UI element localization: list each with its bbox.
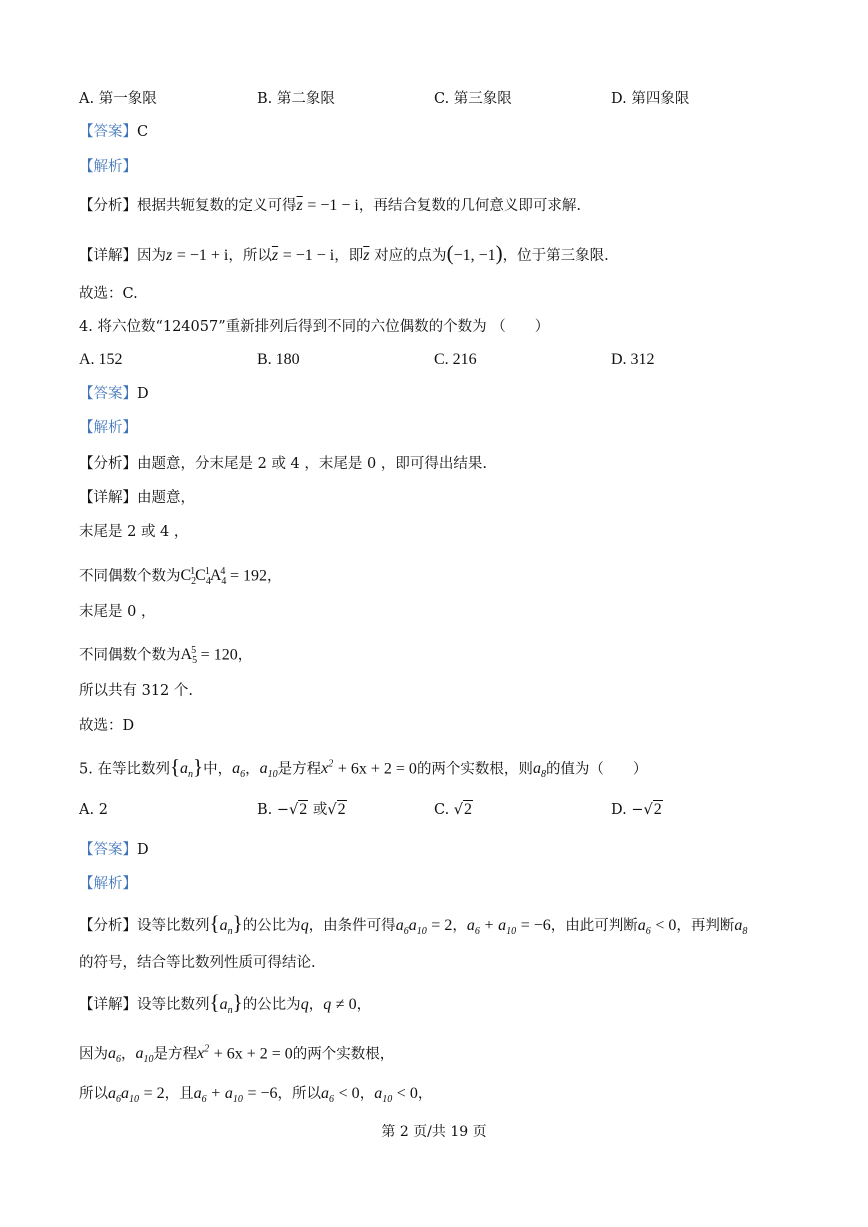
q5-stem: 5. 在等比数列$\{a_n\}$中，$a_6$，$a_{10}$是方程$x^2 + 6x + 2 = 0$的两个实数根，则$a_8$的值为（ ）: [79, 754, 648, 781]
q5-fenxi: 【分析】设等比数列$\{a_n\}$的公比为q，由条件可得$a_6a_{10} = 2$，$a_6 + a_{10} = -6$，由此可判断$a_6 < 0$，再判断$a_8$: [79, 911, 748, 938]
q4-line5: 所以共有 312 个.: [79, 683, 194, 699]
answer-value: C: [137, 124, 149, 140]
q5-option-c: C. √2: [434, 801, 473, 818]
q4-option-b: B. 180: [257, 351, 300, 368]
q3-option-a: A. 第一象限: [79, 91, 157, 107]
q4-line3: 末尾是 0 ，: [79, 604, 156, 620]
answer-tag: 【答案】: [79, 124, 137, 140]
q5-option-d: D. −√2: [611, 801, 662, 818]
q5-xiangjie: 【详解】设等比数列$\{a_n\}$的公比为q，q ≠ 0，: [79, 990, 372, 1017]
q3-fenxi: 【分析】根据共轭复数的定义可得$\overline{z} = -1 - i$，再结合复数的几何意义即可求解.: [79, 197, 581, 214]
q4-stem: 4. 将六位数“124057”重新排列后得到不同的六位偶数的个数为 （ ）: [79, 319, 550, 335]
q5-answer: 【答案】D: [79, 842, 149, 858]
q4-analysis-tag: 【解析】: [79, 420, 137, 436]
q4-conclusion: 故选：D: [79, 718, 135, 734]
q3-answer: [79, 122, 148, 142]
q5-analysis-tag: 【解析】: [79, 876, 137, 892]
q3-option-b: B. 第二象限: [257, 91, 335, 107]
q4-line4: 不同偶数个数为$A_5^5 = 120$，: [79, 645, 253, 667]
q4-option-c: C. 216: [434, 351, 477, 368]
q4-line1: 末尾是 2 或 4 ，: [79, 524, 189, 540]
q5-line3: 所以$a_6a_{10} = 2$，且$a_6 + a_{10} = -6$，所以$a_6 < 0$，$a_{10} < 0$，: [79, 1085, 433, 1106]
q3-analysis-tag: 【解析】: [79, 159, 137, 175]
q4-option-a: A. 152: [79, 351, 123, 368]
q4-fenxi: 【分析】由题意，分末尾是 2 或 4 ，末尾是 0 ，即可得出结果.: [79, 456, 487, 472]
q3-xiangjie: 【详解】因为z = −1 + i，所以$\overline{z} = -1 - i$，即$\overline{z}$ 对应的点为(−1, −1)，位于第三象限.: [79, 241, 609, 265]
q4-xiangjie: 【详解】由题意，: [79, 490, 195, 506]
q5-option-a: A. 2: [79, 802, 108, 818]
q4-option-d: D. 312: [611, 351, 655, 368]
q3-option-c: C. 第三象限: [434, 91, 512, 107]
q5-option-b: B. −√2 或√2: [257, 801, 346, 818]
q4-line2: 不同偶数个数为$C_2^1C_4^1A_4^4 = 192$，: [79, 566, 282, 588]
q4-answer: 【答案】D: [79, 386, 149, 402]
q3-option-d: D. 第四象限: [611, 91, 690, 107]
q5-fenxi-line2: 的符号，结合等比数列性质可得结论.: [79, 955, 316, 971]
page-footer: 第 2 页/共 19 页: [381, 1124, 487, 1140]
q3-conclusion: 故选：C.: [79, 286, 138, 302]
q5-line2: 因为$a_6$，$a_{10}$是方程$x^2 + 6x + 2 = 0$的两个实数根，: [79, 1044, 395, 1066]
